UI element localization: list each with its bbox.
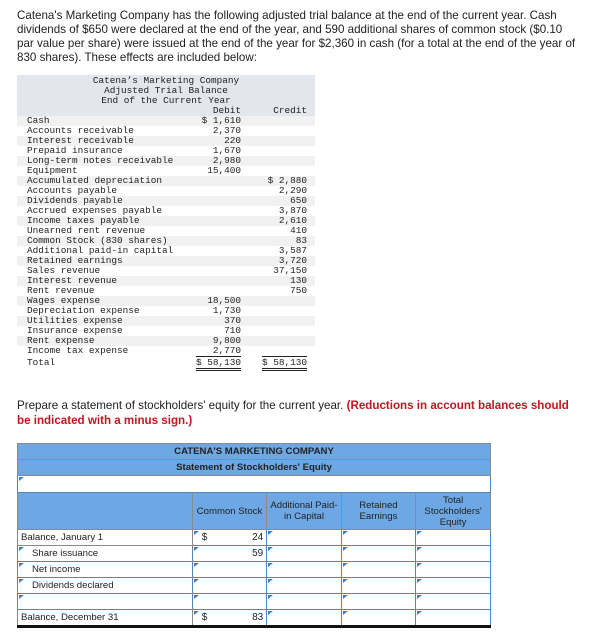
tb-account-name: Income taxes payable	[27, 215, 140, 226]
tb-account-name: Additional paid-in capital	[27, 245, 174, 256]
tb-debit: 2,770	[212, 345, 241, 356]
tb-debit: 2,980	[212, 155, 241, 166]
retained-earnings-input[interactable]	[341, 530, 415, 546]
dollar-sign: $	[201, 532, 208, 543]
tb-total-credit: $ 58,130	[262, 356, 307, 371]
common-stock-input[interactable]	[192, 530, 266, 546]
apic-input[interactable]	[267, 546, 342, 562]
tb-total-row	[17, 356, 315, 372]
tb-credit: 37,150	[273, 265, 307, 276]
total-equity-input[interactable]	[416, 578, 491, 594]
total-equity-input[interactable]	[416, 530, 491, 546]
common-stock-input[interactable]	[192, 562, 266, 578]
tb-credit: 3,720	[278, 255, 307, 266]
trial-balance	[17, 75, 315, 372]
statement-company: CATENA'S MARKETING COMPANY	[18, 444, 491, 460]
common-stock-input[interactable]	[192, 578, 266, 594]
retained-earnings-input[interactable]	[341, 562, 415, 578]
total-equity-input[interactable]	[416, 562, 491, 578]
tb-credit	[241, 116, 315, 126]
tb-credit: 2,610	[278, 215, 307, 226]
col-apic: Additional Paid-in Capital	[267, 493, 342, 530]
tb-debit: 710	[224, 325, 241, 336]
tb-credit	[241, 306, 315, 316]
tb-account-name: Accrued expenses payable	[27, 205, 163, 216]
tb-account-name: Sales revenue	[27, 265, 101, 276]
tb-title-name: Adjusted Trial Balance	[104, 85, 228, 96]
tb-credit	[241, 126, 315, 136]
statement-of-stockholders-equity	[17, 443, 491, 628]
tb-account-name: Interest receivable	[27, 135, 134, 146]
tb-account-name: Rent expense	[27, 335, 95, 346]
statement-period-input[interactable]	[18, 476, 491, 493]
tb-account-name: Retained earnings	[27, 255, 123, 266]
apic-input[interactable]	[267, 578, 342, 594]
common-stock-input[interactable]	[192, 546, 266, 562]
tb-credit: 650	[290, 195, 307, 206]
tb-debit	[181, 236, 241, 246]
tb-account-name: Cash	[27, 115, 50, 126]
tb-debit	[181, 196, 241, 206]
total-equity-input[interactable]	[416, 594, 491, 610]
row-label[interactable]: Share issuance	[18, 546, 193, 562]
common-stock-value: 83	[252, 612, 264, 623]
tb-debit: 18,500	[207, 295, 241, 306]
tb-title-date: End of the Current Year	[101, 95, 231, 106]
tb-debit	[181, 246, 241, 256]
tb-credit: 3,870	[278, 205, 307, 216]
tb-debit: 1,730	[212, 305, 241, 316]
statement-row	[18, 546, 491, 562]
tb-account-name: Accumulated depreciation	[27, 175, 163, 186]
retained-earnings-input[interactable]	[341, 546, 415, 562]
common-stock-input[interactable]	[192, 610, 266, 627]
tb-account-name: Utilities expense	[27, 315, 123, 326]
tb-credit: 83	[295, 235, 307, 246]
total-equity-input[interactable]	[416, 546, 491, 562]
tb-credit-header: Credit	[273, 105, 307, 116]
tb-credit	[241, 326, 315, 336]
tb-account-name: Equipment	[27, 165, 78, 176]
apic-input[interactable]	[267, 530, 342, 546]
tb-total-debit: $ 58,130	[196, 356, 241, 371]
tb-account-name: Wages expense	[27, 295, 101, 306]
col-common-stock: Common Stock	[192, 493, 266, 530]
tb-account-name: Interest revenue	[27, 275, 118, 286]
tb-debit	[181, 256, 241, 266]
row-label: Balance, December 31	[18, 610, 193, 627]
tb-credit: 130	[290, 275, 307, 286]
common-stock-input[interactable]	[192, 594, 266, 610]
tb-credit	[241, 156, 315, 166]
tb-debit: 9,800	[212, 335, 241, 346]
statement-row	[18, 610, 491, 627]
common-stock-value: 59	[252, 548, 264, 559]
tb-debit	[181, 226, 241, 236]
statement-row	[18, 562, 491, 578]
apic-input[interactable]	[267, 562, 342, 578]
tb-account-name: Accounts payable	[27, 185, 118, 196]
trial-balance-header	[17, 75, 315, 106]
instructions-text: Prepare a statement of stockholders' equity for the current year.	[17, 399, 347, 412]
total-equity-input[interactable]	[416, 610, 491, 627]
tb-debit	[181, 186, 241, 196]
tb-total-label: Total	[27, 357, 56, 368]
tb-account-name: Long-term notes receivable	[27, 155, 174, 166]
statement-row	[18, 530, 491, 546]
statement-title: Statement of Stockholders' Equity	[18, 460, 491, 476]
tb-account-name: Prepaid insurance	[27, 145, 123, 156]
tb-account-name: Common Stock (830 shares)	[27, 235, 168, 246]
tb-debit	[181, 216, 241, 226]
tb-debit	[181, 176, 241, 186]
statement-row	[18, 578, 491, 594]
instructions	[17, 398, 577, 428]
statement-row	[18, 594, 491, 610]
tb-debit: 370	[224, 315, 241, 326]
tb-debit: 2,370	[212, 125, 241, 136]
tb-account-name: Insurance expense	[27, 325, 123, 336]
col-retained-earnings: Retained Earnings	[341, 493, 415, 530]
tb-title-company: Catena’s Marketing Company	[92, 75, 240, 86]
instructions-emphasis: (Reductions in account balances should be indicated with a minus sign.)	[17, 399, 569, 427]
apic-input[interactable]	[267, 610, 342, 627]
common-stock-value: 24	[252, 532, 264, 543]
tb-account-name: Accounts receivable	[27, 125, 134, 136]
tb-credit: 750	[290, 285, 307, 296]
tb-credit	[241, 336, 315, 346]
row-label[interactable]: Dividends declared	[18, 578, 193, 594]
row-label: Balance, January 1	[18, 530, 193, 546]
tb-row	[17, 346, 315, 356]
tb-credit	[241, 346, 315, 356]
tb-debit: 220	[224, 135, 241, 146]
tb-credit	[241, 146, 315, 156]
tb-credit	[241, 316, 315, 326]
tb-debit: 15,400	[207, 165, 241, 176]
apic-input[interactable]	[267, 594, 342, 610]
tb-credit: 410	[290, 225, 307, 236]
row-label[interactable]	[18, 594, 193, 610]
col-total-equity: Total Stockholders' Equity	[416, 493, 491, 530]
tb-credit: 3,587	[278, 245, 307, 256]
tb-account-name: Unearned rent revenue	[27, 225, 146, 236]
retained-earnings-input[interactable]	[341, 610, 415, 627]
tb-column-headers	[17, 106, 315, 116]
tb-credit	[241, 136, 315, 146]
tb-debit	[181, 266, 241, 276]
problem-intro: Catena's Marketing Company has the following adjusted trial balance at the end of the current year. Cash dividends of $650 were declared at the end of the year, and 590 additional shares of common stock ($0.10 par value per share) were issued at the end of the year for $2,360 in cash (for a total at the end of the year of 830 shares). These effects are included below:	[17, 9, 576, 64]
tb-credit: $ 2,880	[267, 175, 307, 186]
tb-debit	[181, 206, 241, 216]
tb-debit: 1,670	[212, 145, 241, 156]
tb-account-name: Rent revenue	[27, 285, 95, 296]
dollar-sign: $	[201, 612, 208, 623]
retained-earnings-input[interactable]	[341, 578, 415, 594]
row-label[interactable]: Net income	[18, 562, 193, 578]
tb-debit: $ 1,610	[201, 115, 241, 126]
tb-account-name: Income tax expense	[27, 345, 129, 356]
tb-debit	[181, 276, 241, 286]
tb-debit-header: Debit	[212, 105, 241, 116]
tb-account-name: Depreciation expense	[27, 305, 140, 316]
tb-account-name: Dividends payable	[27, 195, 123, 206]
tb-credit	[241, 296, 315, 306]
retained-earnings-input[interactable]	[341, 594, 415, 610]
tb-credit: 2,290	[278, 185, 307, 196]
